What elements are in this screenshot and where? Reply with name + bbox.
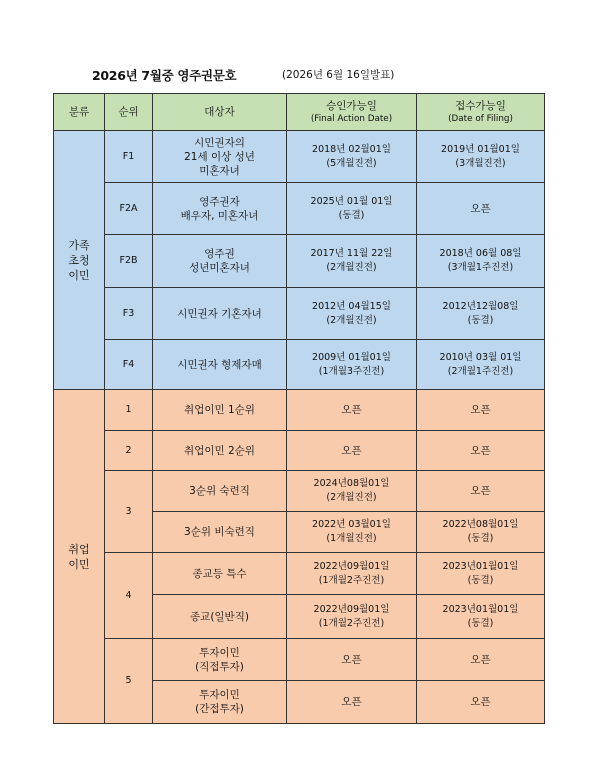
rank-cell: 3 <box>105 471 153 553</box>
filing-cell: 오픈 <box>417 639 545 681</box>
target-cell: 종교(일반직) <box>153 595 287 639</box>
filing-cell: 2023년01월01일 (동결) <box>417 553 545 595</box>
filing-cell: 2012년12월08일 (동결) <box>417 288 545 340</box>
rank-cell: 1 <box>105 390 153 431</box>
target-cell: 3순위 비숙련직 <box>153 512 287 553</box>
filing-cell: 오픈 <box>417 431 545 471</box>
table-row <box>54 183 545 235</box>
target-cell: 3순위 숙련직 <box>153 471 287 512</box>
rank-cell: 5 <box>105 639 153 724</box>
rank-cell: 4 <box>105 553 153 639</box>
table-row <box>54 639 545 681</box>
final-action-cell: 오픈 <box>287 681 417 724</box>
category-employment: 취업 이민 <box>54 390 105 724</box>
table-row <box>54 131 545 183</box>
announcement-date: (2026년 6월 16일발표) <box>282 69 395 81</box>
filing-cell: 2019년 01월01일 (3개월진전) <box>417 131 545 183</box>
header-filing-ko: 접수가능일 <box>455 99 506 112</box>
table-row <box>54 288 545 340</box>
filing-cell: 오픈 <box>417 183 545 235</box>
rank-cell: F2B <box>105 235 153 288</box>
header-target: 대상자 <box>153 94 287 131</box>
table-row <box>54 235 545 288</box>
final-action-cell: 오픈 <box>287 431 417 471</box>
rank-cell: F3 <box>105 288 153 340</box>
header-rank: 순위 <box>105 94 153 131</box>
target-cell: 투자이민 (간접투자) <box>153 681 287 724</box>
target-cell: 취업이민 2순위 <box>153 431 287 471</box>
target-cell: 취업이민 1순위 <box>153 390 287 431</box>
target-cell: 시민권자 기혼자녀 <box>153 288 287 340</box>
header-category: 분류 <box>54 94 105 131</box>
header-final-action-en: (Final Action Date) <box>310 113 393 124</box>
final-action-cell: 2009년 01월01일 (1개월3주진전) <box>287 340 417 390</box>
filing-cell: 오픈 <box>417 681 545 724</box>
header-final-action-ko: 승인가능일 <box>326 99 377 112</box>
target-cell: 시민권자의 21세 이상 성년 미혼자녀 <box>153 131 287 183</box>
final-action-cell: 오픈 <box>287 390 417 431</box>
header-filing <box>417 94 545 131</box>
target-cell: 영주권자 배우자, 미혼자녀 <box>153 183 287 235</box>
final-action-cell: 2022년09월01일 (1개월2주진전) <box>287 553 417 595</box>
filing-cell: 2023년01월01일 (동결) <box>417 595 545 639</box>
target-cell: 투자이민 (직접투자) <box>153 639 287 681</box>
final-action-cell: 2024년08월01일 (2개월진전) <box>287 471 417 512</box>
table-row <box>54 431 545 471</box>
final-action-cell: 2022년 03월01일 (1개월진전) <box>287 512 417 553</box>
filing-cell: 오픈 <box>417 471 545 512</box>
target-cell: 종교등 특수 <box>153 553 287 595</box>
filing-cell: 2010년 03월 01일 (2개월1주진전) <box>417 340 545 390</box>
final-action-cell: 2025년 01월 01일 (동결) <box>287 183 417 235</box>
final-action-cell: 오픈 <box>287 639 417 681</box>
rank-cell: F4 <box>105 340 153 390</box>
final-action-cell: 2022년09월01일 (1개월2주진전) <box>287 595 417 639</box>
category-family: 가족 초청 이민 <box>54 131 105 390</box>
rank-cell: F1 <box>105 131 153 183</box>
filing-cell: 2022년08월01일 (동결) <box>417 512 545 553</box>
table-row <box>54 553 545 595</box>
rank-cell: F2A <box>105 183 153 235</box>
filing-cell: 2018년 06월 08일 (3개월1주진전) <box>417 235 545 288</box>
final-action-cell: 2018년 02월01일 (5개월진전) <box>287 131 417 183</box>
filing-cell: 오픈 <box>417 390 545 431</box>
visa-bulletin-table <box>53 93 545 724</box>
title-row <box>0 66 600 82</box>
table-row <box>54 390 545 431</box>
rank-cell: 2 <box>105 431 153 471</box>
target-cell: 시민권자 형제자매 <box>153 340 287 390</box>
header-filing-en: (Date of Filing) <box>448 113 513 124</box>
table-row <box>54 471 545 512</box>
table-row <box>54 340 545 390</box>
final-action-cell: 2012년 04월15일 (2개월진전) <box>287 288 417 340</box>
page-title: 2026년 7월중 영주권문호 <box>92 68 237 83</box>
header-row <box>54 94 545 131</box>
header-final-action <box>287 94 417 131</box>
final-action-cell: 2017년 11월 22일 (2개월진전) <box>287 235 417 288</box>
target-cell: 영주권 성년미혼자녀 <box>153 235 287 288</box>
